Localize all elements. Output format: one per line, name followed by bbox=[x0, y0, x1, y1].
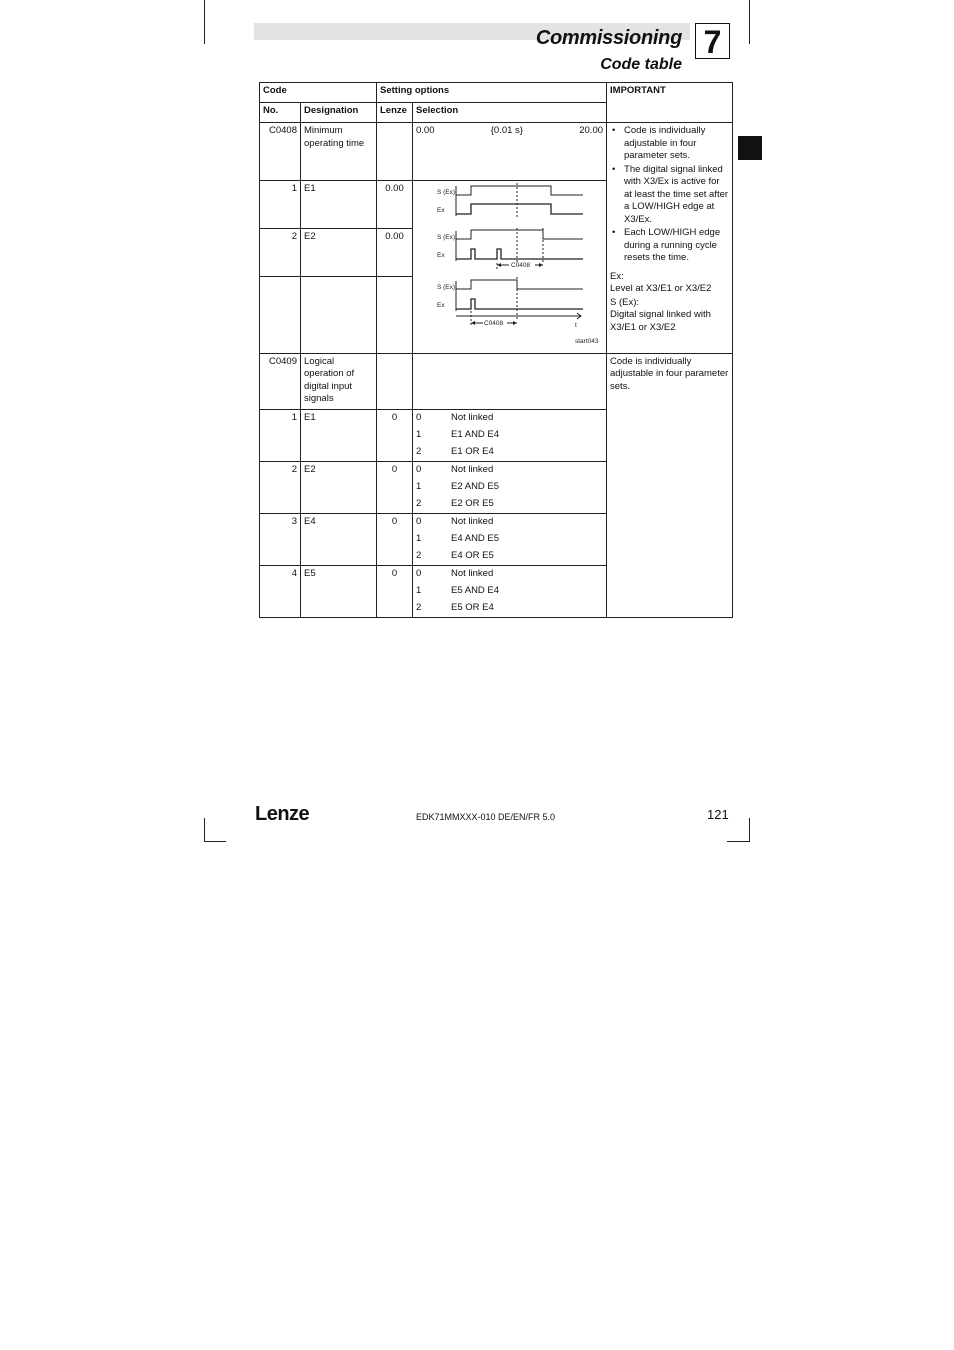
selection-step: {0.01 s} bbox=[490, 125, 523, 136]
sub-designation: E2 bbox=[301, 461, 377, 513]
chapter-number: 7 bbox=[695, 23, 730, 59]
header-lenze: Lenze bbox=[377, 103, 413, 123]
diagram-label-e: Ex bbox=[437, 302, 445, 309]
sub-no: 1 bbox=[260, 181, 301, 229]
sub-designation: E2 bbox=[301, 228, 377, 277]
sub-no: 4 bbox=[260, 565, 301, 617]
timing-diagram-cell bbox=[413, 181, 607, 354]
crop-mark bbox=[749, 818, 750, 842]
sub-no: 1 bbox=[260, 409, 301, 461]
header-important: IMPORTANT bbox=[607, 83, 733, 123]
code-table bbox=[259, 82, 733, 618]
sub-no: 3 bbox=[260, 513, 301, 565]
important-bullet: • Code is individually adjustable in four parameter sets. bbox=[624, 125, 729, 163]
selection-options: 0 Not linked 1 E5 AND E4 2 E5 OR E4 bbox=[413, 565, 607, 617]
header-designation: Designation bbox=[301, 103, 377, 123]
sub-designation: E1 bbox=[301, 409, 377, 461]
page-number: 121 bbox=[707, 807, 729, 822]
lenze-logo: Lenze bbox=[255, 803, 310, 825]
header-selection: Selection bbox=[413, 103, 607, 123]
crop-mark bbox=[204, 841, 226, 842]
document-reference: EDK71MMXXX-010 DE/EN/FR 5.0 bbox=[416, 812, 556, 822]
sub-designation: E1 bbox=[301, 181, 377, 229]
crop-mark bbox=[204, 0, 205, 44]
diagram-label-t: t bbox=[575, 322, 577, 329]
diagram-label-time: C0408 bbox=[484, 320, 504, 327]
selection-options: 0 Not linked 1 E1 AND E4 2 E1 OR E4 bbox=[413, 409, 607, 461]
important-bullet: • Each LOW/HIGH edge during a running cycle resets the time. bbox=[624, 227, 729, 265]
sub-lenze: 0.00 bbox=[377, 228, 413, 277]
diagram-label-e: Ex bbox=[437, 252, 445, 259]
selection-min: 0.00 bbox=[416, 125, 435, 136]
chapter-title: Commissioning bbox=[535, 27, 682, 49]
crop-mark bbox=[749, 0, 750, 44]
selection-range-c0408 bbox=[413, 123, 607, 181]
designation-c0409: Logical operation of digital input signals bbox=[301, 353, 377, 409]
diagram-label-e: Ex bbox=[437, 207, 445, 214]
important-bullet: • The digital signal linked with X3/Ex is active for at least the time set after a LOW/HIGH edge at X3/Ex. bbox=[624, 164, 729, 227]
sub-lenze: 0 bbox=[377, 513, 413, 565]
sub-designation: E5 bbox=[301, 565, 377, 617]
sub-lenze: 0 bbox=[377, 409, 413, 461]
sub-lenze: 0.00 bbox=[377, 181, 413, 229]
designation-c0408: Minimum operating time bbox=[301, 123, 377, 181]
important-c0408 bbox=[607, 123, 733, 354]
important-note: S (Ex): bbox=[610, 296, 640, 308]
selection-options: 0 Not linked 1 E4 AND E5 2 E4 OR E5 bbox=[413, 513, 607, 565]
sub-lenze: 0 bbox=[377, 565, 413, 617]
selection-options: 0 Not linked 1 E2 AND E5 2 E2 OR E5 bbox=[413, 461, 607, 513]
important-note: Ex: bbox=[610, 270, 624, 282]
diagram-label-s: S (Ex) bbox=[437, 189, 456, 196]
chapter-thumb-tab bbox=[738, 136, 762, 160]
diagram-label-s: S (Ex) bbox=[437, 284, 456, 291]
timing-diagram bbox=[413, 181, 607, 348]
sub-designation: E4 bbox=[301, 513, 377, 565]
diagram-label-time: C0408 bbox=[511, 262, 531, 269]
header-code: Code bbox=[260, 83, 377, 103]
sub-no: 2 bbox=[260, 461, 301, 513]
diagram-label-s: S (Ex) bbox=[437, 234, 456, 241]
sub-no: 2 bbox=[260, 228, 301, 277]
important-note: Digital signal linked with X3/E1 or X3/E2 bbox=[610, 309, 711, 333]
selection-max: 20.00 bbox=[579, 125, 604, 136]
code-c0408: C0408 bbox=[260, 123, 301, 181]
chapter-subtitle: Code table bbox=[600, 56, 682, 73]
sub-lenze: 0 bbox=[377, 461, 413, 513]
header-setting-options: Setting options bbox=[377, 83, 607, 103]
crop-mark bbox=[727, 841, 749, 842]
crop-mark bbox=[204, 818, 205, 842]
header-no: No. bbox=[260, 103, 301, 123]
diagram-id: start043 bbox=[575, 338, 599, 345]
important-c0409: Code is individually adjustable in four parameter sets. bbox=[607, 353, 733, 617]
code-c0409: C0409 bbox=[260, 353, 301, 409]
important-note: Level at X3/E1 or X3/E2 bbox=[610, 283, 712, 294]
